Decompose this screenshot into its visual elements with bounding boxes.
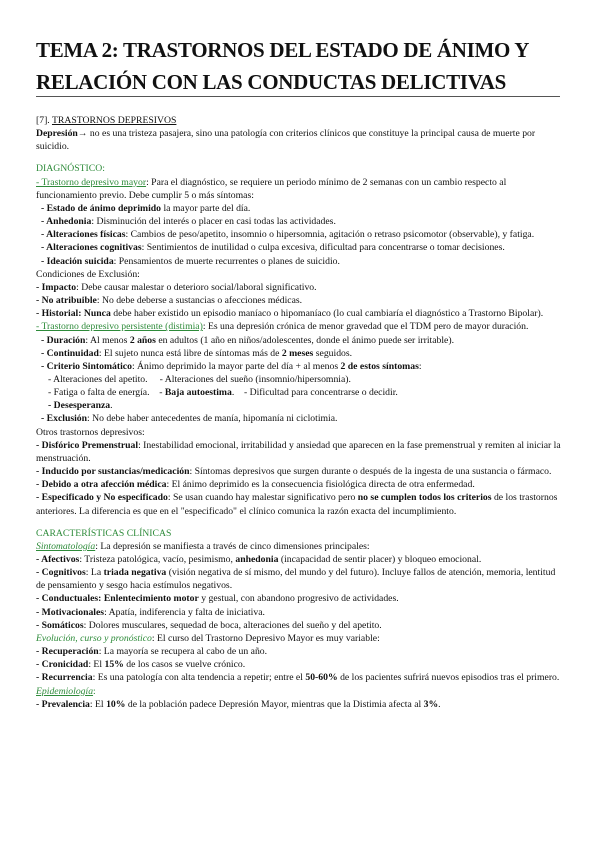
exclusion-item: - Historial: Nunca debe haber existido un episodio maníaco o hipomaníaco (lo cual cambiaría el diagnóstico a Trastorno Bipolar). [36, 308, 544, 320]
title-divider [36, 96, 560, 97]
criteria-item: - Criterio Sintomático: Ánimo deprimido la mayor parte del día + al menos 2 de estos síntomas: [41, 360, 422, 372]
other-disorders-heading: Otros trastornos depresivos: [36, 426, 145, 438]
symptom-item: - Estado de ánimo deprimido la mayor parte del día. [41, 202, 251, 214]
page-title [36, 34, 566, 98]
other-disorder-item: - Debido a otra afección médica: El ánimo deprimido es la consecuencia fisiológica directa de otra enfermedad. [36, 479, 475, 491]
dimension-item: - Cognitivos: La triada negativa (visión negativa de sí mismo, del mundo y del futuro). Incluye fallos de atención, memoria, lentitud de pensamiento y sesgo hacia estímulos negativos. [36, 567, 556, 592]
symptom-item: - Anhedonia: Disminución del interés o placer en casi todas las actividades. [41, 216, 336, 228]
symptomatology-label: Sintomatología [36, 540, 96, 552]
symptom-sublist-row: - Alteraciones del apetito. - Alteraciones del sueño (insomnio/hipersomnia). [48, 373, 351, 385]
depression-definition: Depresión→ no es una tristeza pasajera, sino una patología con criterios clínicos que constituye la principal causa de muerte por suicidio. [36, 128, 536, 153]
section-7-heading [36, 114, 564, 127]
tdp-paragraph: - Trastorno depresivo persistente (distimia): Es una depresión crónica de menor gravedad que el TDM pero de mayor duración. [36, 321, 529, 333]
symptomatology-paragraph: Sintomatología: La depresión se manifiesta a través de cinco dimensiones principales: [36, 540, 370, 552]
title-line-2: RELACIÓN CON LAS CONDUCTAS DELICTIVAS [36, 70, 507, 94]
exclusion-heading: Condiciones de Exclusión: [36, 268, 140, 280]
dimension-item: - Conductuales: Enlentecimiento motor y gestual, con abandono progresivo de actividades. [36, 593, 399, 605]
evolution-item: - Recurrencia: Es una patología con alta tendencia a repetir; entre el 50-60% de los pacientes sufrirá nuevos episodios tras el primero. [36, 672, 560, 684]
other-disorder-item: - Especificado y No especificado: Se usan cuando hay malestar significativo pero no se cumplen todos los criterios de los trastornos anteriores. La diferencia es que en el "especificado" el clínico comunica la razón exacta del incumplimiento. [36, 492, 558, 517]
epidemiology-item: - Prevalencia: El 10% de la población padece Depresión Mayor, mientras que la Distimia afecta al 3%. [36, 698, 441, 710]
symptom-sublist-row: - Desesperanza. [48, 400, 113, 412]
criteria-item: - Exclusión: No debe haber antecedentes de manía, hipomanía ni ciclotimia. [41, 413, 338, 425]
tdm-paragraph: - Trastorno depresivo mayor: Para el diagnóstico, se requiere un periodo mínimo de 2 semanas con un cambio respecto al funcionamiento previo. Debe cumplir 5 o más síntomas: [36, 176, 507, 201]
section-number: [7]. [36, 115, 50, 126]
criteria-item: - Continuidad: El sujeto nunca está libre de síntomas más de 2 meses seguidos. [41, 347, 353, 359]
dimension-item: - Somáticos: Dolores musculares, sequedad de boca, alteraciones del sueño y del apetito. [36, 619, 382, 631]
symptom-sublist-row: - Fatiga o falta de energía. - Baja autoestima. - Dificultad para concentrarse o decidir. [48, 387, 398, 399]
evolution-paragraph: Evolución, curso y pronóstico: El curso del Trastorno Depresivo Mayor es muy variable: [36, 632, 380, 644]
tdm-label: - Trastorno depresivo mayor [36, 176, 147, 188]
symptom-item: - Alteraciones cognitivas: Sentimientos de inutilidad o culpa excesiva, dificultad para concentrarse o tomar decisiones. [41, 242, 505, 254]
definition-term: Depresión→ [36, 128, 88, 140]
symptom-item: - Alteraciones físicas: Cambios de peso/apetito, insomnio o hipersomnia, agitación o retraso psicomotor (observable), y fatiga. [41, 229, 535, 241]
evolution-label: Evolución, curso y pronóstico [36, 632, 152, 644]
other-disorder-item: - Inducido por sustancias/medicación: Síntomas depresivos que surgen durante o después de la ingesta de una sustancia o fármaco. [36, 466, 552, 478]
epidemiology-heading: Epidemiología: [36, 685, 96, 697]
title-line-1: TEMA 2: TRASTORNOS DEL ESTADO DE ÁNIMO Y [36, 38, 530, 62]
dimension-item: - Motivacionales: Apatía, indiferencia y falta de iniciativa. [36, 606, 265, 618]
evolution-item: - Recuperación: La mayoría se recupera al cabo de un año. [36, 646, 268, 658]
exclusion-item: - No atribuible: No debe deberse a sustancias o afecciones médicas. [36, 295, 303, 307]
other-disorder-item: - Disfórico Premenstrual: Inestabilidad emocional, irritabilidad y ansiedad que aparecen en la fase premenstrual y remiten al iniciar la menstruación. [36, 439, 561, 464]
dimension-item: - Afectivos: Tristeza patológica, vacío, pesimismo, anhedonia (incapacidad de sentir placer) y bloqueo emocional. [36, 554, 482, 565]
tdp-label: - Trastorno depresivo persistente (distimia) [36, 321, 203, 333]
exclusion-item: - Impacto: Debe causar malestar o deterioro social/laboral significativo. [36, 281, 317, 293]
clinical-features-heading: CARACTERÍSTICAS CLÍNICAS [36, 527, 172, 539]
criteria-item: - Duración: Al menos 2 años en adultos (1 año en niños/adolescentes, donde el ánimo puede ser irritable). [41, 334, 455, 346]
epidemiology-label: Epidemiología [36, 685, 94, 697]
symptom-item: - Ideación suicida: Pensamientos de muerte recurrentes o planes de suicidio. [41, 255, 340, 267]
evolution-item: - Cronicidad: El 15% de los casos se vuelve crónico. [36, 659, 246, 671]
diagnosis-heading: DIAGNÓSTICO: [36, 163, 105, 175]
section-title: TRASTORNOS DEPRESIVOS [51, 115, 177, 126]
document-body [36, 114, 564, 711]
